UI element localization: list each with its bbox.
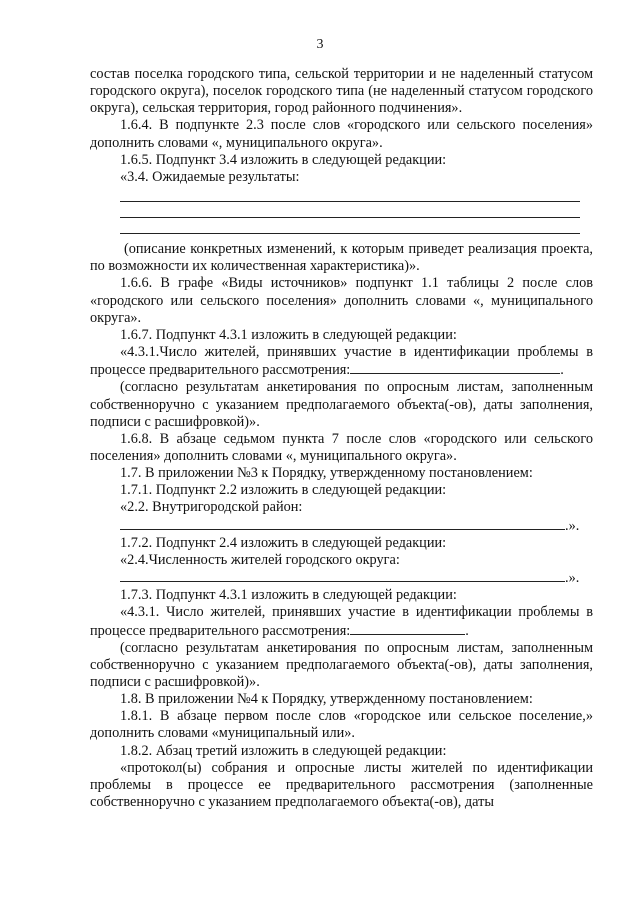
paragraph-1-8-1: 1.8.1. В абзаце первом после слов «городское или сельское поселение,» дополнить словами «муниципальный или».: [90, 708, 593, 742]
paragraph-2-2-fill: [90, 517, 593, 535]
paragraph-2-4-fill: [90, 569, 593, 587]
paragraph-protocol: «протокол(ы) собрания и опросные листы жителей по идентификации проблемы в процессе ее предварительного рассмотрения (заполненные собственноручно с указанием предполагаемого объекта(-ов), даты: [90, 759, 593, 811]
paragraph-1-6-8: 1.6.8. В абзаце седьмом пункта 7 после слов «городского или сельского поселения» дополнить словами «, муниципального округа».: [90, 430, 593, 464]
document-body: [90, 66, 593, 811]
paragraph-1-7-2: 1.7.2. Подпункт 2.4 изложить в следующей редакции:: [120, 534, 447, 551]
fill-line-2-4: [120, 569, 565, 582]
paragraph-4-3-1-second-end: .: [465, 622, 469, 639]
paragraph-4-3-1-second-text: «4.3.1. Число жителей, принявших участие в идентификации проблемы в процессе предварительного рассмотрения:: [90, 604, 593, 639]
paragraph-1-6-6: 1.6.6. В графе «Виды источников» подпункт 1.1 таблицы 2 после слов «городского или сельского поселения» дополнить словами «, муниципального округа».: [90, 275, 593, 326]
paragraph-3-4-heading: «3.4. Ожидаемые результаты:: [120, 168, 300, 185]
paragraph-1-6-7: 1.6.7. Подпункт 4.3.1 изложить в следующей редакции:: [120, 326, 457, 343]
blank-line-3: [120, 218, 580, 234]
paragraph-2-4: «2.4.Численность жителей городского округа:: [120, 551, 400, 568]
paragraph-1-8-2: 1.8.2. Абзац третий изложить в следующей редакции:: [120, 742, 447, 759]
paragraph-1-6-4: 1.6.4. В подпункте 2.3 после слов «городского или сельского поселения» дополнить словами «, муниципального округа».: [90, 117, 593, 151]
paragraph-4-3-1-first-end: .: [560, 362, 564, 379]
paragraph-1-7-1: 1.7.1. Подпункт 2.2 изложить в следующей редакции:: [120, 482, 447, 499]
paragraph-2-2-end: .».: [565, 517, 580, 534]
fill-line-2-2: [120, 517, 565, 530]
paragraph-1-7: 1.7. В приложении №3 к Порядку, утвержденному постановлением:: [120, 465, 533, 482]
paragraph-4-3-1-second: [90, 604, 593, 639]
paragraph-continuation: состав поселка городского типа, сельской территории и не наделенный статусом городского округа), поселок городского типа (не наделенный статусом городского округа), сельская территория, город районного подчинения».: [90, 66, 593, 117]
page-number: 3: [316, 37, 324, 52]
paragraph-2-4-end: .».: [565, 570, 580, 587]
blank-line-1: [120, 186, 580, 202]
paragraph-1-7-3: 1.7.3. Подпункт 4.3.1 изложить в следующей редакции:: [120, 587, 457, 604]
fill-line-4-3-1-first: [350, 361, 560, 374]
paragraph-results-description: (описание конкретных изменений, к которым приведет реализация проекта, по возможности их количественная характеристика)».: [90, 241, 593, 275]
paragraph-survey-note-2: (согласно результатам анкетирования по опросным листам, заполненным собственноручно с указанием предполагаемого объекта(-ов), даты заполнения, подписи с расшифровкой)».: [90, 639, 593, 690]
paragraph-1-8: 1.8. В приложении №4 к Порядку, утвержденному постановлением:: [120, 691, 533, 708]
fill-line-4-3-1-second: [350, 622, 465, 635]
paragraph-4-3-1-first-text: «4.3.1.Число жителей, принявших участие в идентификации проблемы в процессе предварительного рассмотрения:: [90, 344, 593, 379]
paragraph-1-6-5: 1.6.5. Подпункт 3.4 изложить в следующей редакции:: [120, 151, 447, 168]
paragraph-survey-note-1: (согласно результатам анкетирования по опросным листам, заполненным собственноручно с указанием предполагаемого объекта(-ов), даты заполнения, подписи с расшифровкой)».: [90, 379, 593, 430]
paragraph-2-2: «2.2. Внутригородской район:: [120, 499, 303, 516]
paragraph-4-3-1-first: [90, 344, 593, 379]
blank-line-2: [120, 202, 580, 218]
